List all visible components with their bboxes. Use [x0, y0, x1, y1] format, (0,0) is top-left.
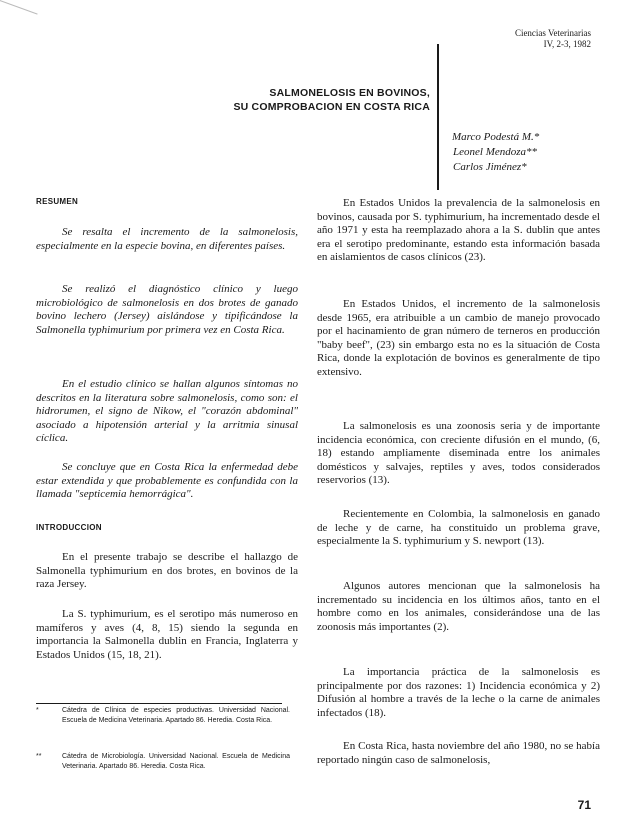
- resumen-paragraph-1: [36, 226, 298, 253]
- introduccion-heading: INTRODUCCION: [36, 523, 102, 532]
- resumen-paragraph-3: [36, 378, 298, 446]
- journal-issue: IV, 2-3, 1982: [543, 39, 591, 49]
- header-divider: [437, 44, 439, 190]
- right-paragraph-2: [317, 298, 600, 380]
- scan-corner-mark: [0, 0, 38, 15]
- footnote-divider: [36, 703, 282, 704]
- intro-text-1: En el presente trabajo se describe el hallazgo de Salmonella typhimurium en dos brotes, en bovinos de la raza Jersey.: [36, 551, 298, 591]
- resumen-paragraph-4: [36, 461, 298, 502]
- right-paragraph-5: [317, 580, 600, 634]
- right-text-7: En Costa Rica, hasta noviembre del año 1980, no se había reportado ningún caso de salmonelosis,: [317, 740, 600, 766]
- intro-text-2: La S. typhimurium, es el serotipo más numeroso en mamíferos y aves (4, 8, 15) siendo la segunda en importancia la Salmonella dublin en Francia, Inglaterra y Estados Unidos (15, 18, 21).: [36, 608, 298, 661]
- journal-name: Ciencias Veterinarias: [514, 28, 591, 38]
- resumen-text-2: Se realizó el diagnóstico clínico y luego microbiológico de salmonelosis en dos brotes de ganado bovino lechero (Jersey) aislándose y tipificándose la Salmonella typhimurium por primera vez en Costa Rica.: [36, 283, 298, 336]
- author-1: Marco Podestá M.*: [452, 131, 540, 143]
- journal-header: [515, 28, 591, 50]
- right-paragraph-3: [317, 420, 600, 488]
- resumen-paragraph-2: [36, 283, 298, 337]
- right-paragraph-4: [317, 508, 600, 549]
- resumen-text-1: Se resalta el incremento de la salmonelosis, especialmente en la especie bovina, en diferentes países.: [36, 226, 298, 252]
- footnote-2-text: Cátedra de Microbiología. Universidad Nacional. Escuela de Medicina Veterinaria. Apartado 86. Heredia. Costa Rica.: [62, 753, 290, 770]
- right-paragraph-6: [317, 666, 600, 720]
- article-title: [150, 86, 430, 114]
- footnote-1: [36, 706, 290, 725]
- right-text-4: Recientemente en Colombia, la salmonelosis en ganado de leche y de carne, ha constituido un problema grave, especialmente la S. typhimurium y S. newport (13).: [317, 508, 600, 548]
- page-number: 71: [577, 798, 591, 812]
- footnote-2-mark: **: [36, 753, 42, 760]
- right-text-6: La importancia práctica de la salmonelosis es principalmente por dos razones: 1) Incidencia económica y 2) Difusión al hombre a través de la leche o la carne de animales infectados (18).: [317, 666, 600, 719]
- right-paragraph-7: [317, 740, 600, 767]
- intro-paragraph-2: [36, 608, 298, 662]
- author-3: Carlos Jiménez*: [453, 161, 527, 173]
- title-line-2: SU COMPROBACION EN COSTA RICA: [233, 101, 430, 113]
- author-list: [452, 130, 539, 175]
- right-text-5: Algunos autores mencionan que la salmonelosis ha incrementado su incidencia en los últimos años, tanto en el hombre como en los animales, considerándose una de las zoonosis más importantes (2).: [317, 580, 600, 633]
- resumen-text-4: Se concluye que en Costa Rica la enfermedad debe estar extendida y que probablemente es confundida con la llamada "septicemia hemorrágica".: [36, 461, 298, 501]
- title-line-1: SALMONELOSIS EN BOVINOS,: [269, 87, 430, 99]
- footnote-2: [36, 752, 290, 771]
- right-text-1: En Estados Unidos la prevalencia de la salmonelosis en bovinos, causada por S. typhimurium, ha incrementado desde el año 1971 y esta ha reemplazado ahora a la S. dublin que antes era el serotipo predominante, estando esta información basada en aislamientos de casos clínicos (23).: [317, 197, 600, 264]
- resumen-text-3: En el estudio clínico se hallan algunos síntomas no descritos en la literatura sobre salmonelosis, como son: el hidrorumen, el signo de Nikow, el "corazón abdominal" asociado a hipotensión arterial y la arritmia sinusal cíclica.: [36, 378, 298, 445]
- author-2: Leonel Mendoza**: [453, 146, 538, 158]
- right-text-3: La salmonelosis es una zoonosis seria y de importante incidencia económica, con creciente difusión en el mundo, (6, 18) estando ampliamente diseminada entre los animales domésticos y salvajes, reptiles y aves, todos considerados reservorios (13).: [317, 420, 600, 487]
- intro-paragraph-1: [36, 551, 298, 592]
- footnote-1-mark: *: [36, 707, 39, 714]
- right-text-2: En Estados Unidos, el incremento de la salmonelosis desde 1965, era atribuible a un cambio de manejo provocado por el hacinamiento de gran número de terneros en producción "baby beef", (23) sin embargo esta no es la situación de Costa Rica, donde la explotación de bovinos es generalmente de tipo extensivo.: [317, 298, 600, 378]
- resumen-heading: RESUMEN: [36, 197, 79, 206]
- right-paragraph-1: [317, 197, 600, 265]
- footnote-1-text: Cátedra de Clínica de especies productivas. Universidad Nacional. Escuela de Medicina Veterinaria. Apartado 86. Heredia. Costa Rica.: [62, 707, 290, 724]
